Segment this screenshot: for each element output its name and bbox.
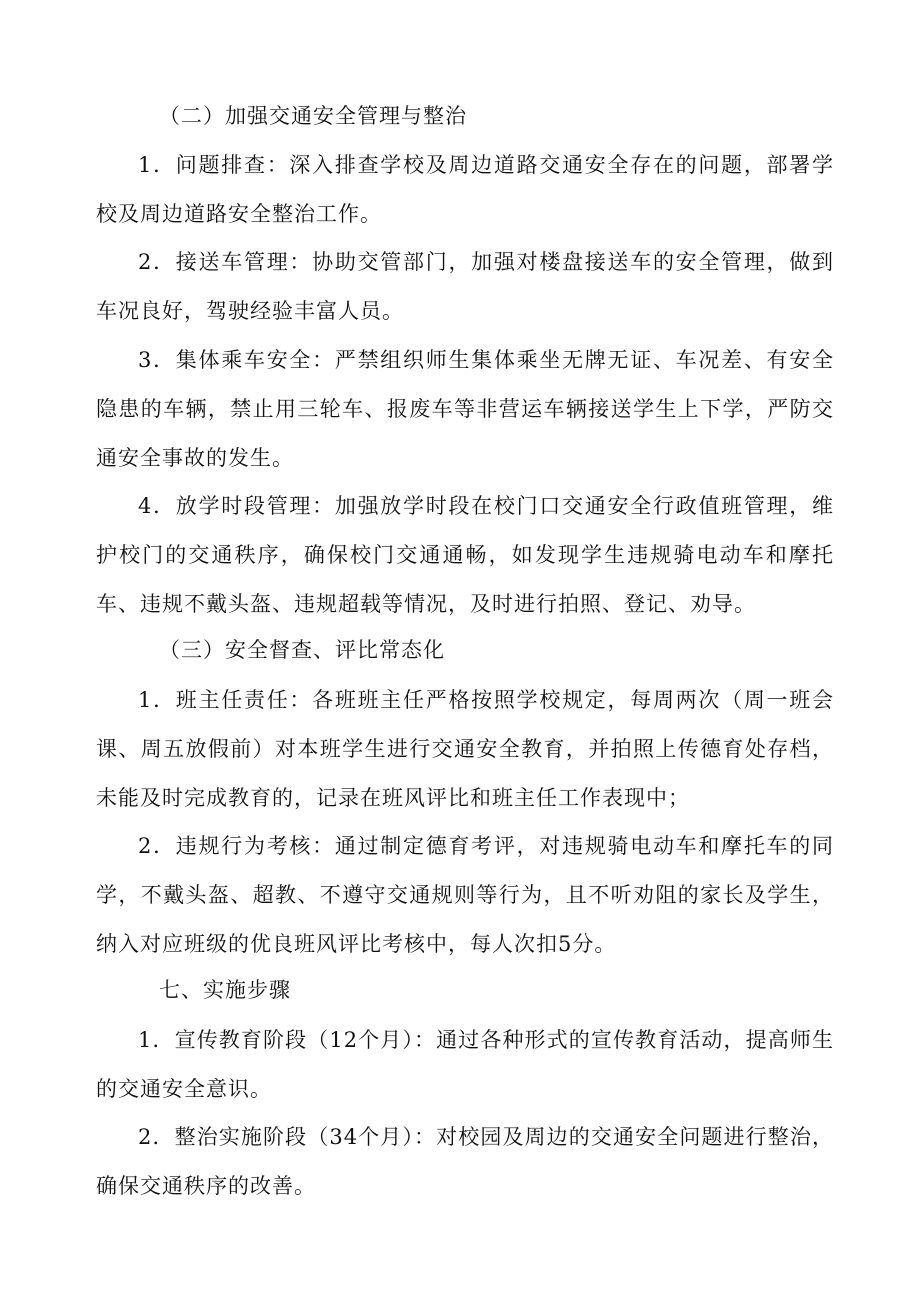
paragraph-violation-assessment: 2．违规行为考核：通过制定德育考评，对违规骑电动车和摩托车的同学，不戴头盔、超教、不遵守交通规则等行为，且不听劝阻的家长及学生，纳入对应班级的优良班风评比考核中，每人次扣5分。 <box>96 834 834 956</box>
paragraph-education-phase: 1．宣传教育阶段（12个月）：通过各种形式的宣传教育活动，提高师生的交通安全意识。 <box>96 1028 834 1101</box>
paragraph-group-ride-safety: 3．集体乘车安全：严禁组织师生集体乘坐无牌无证、车况差、有安全隐患的车辆，禁止用三轮车、报废车等非营运车辆接送学生上下学，严防交通安全事故的发生。 <box>96 348 834 470</box>
section-heading-3: （三）安全督查、评比常态化 <box>159 638 445 662</box>
section-heading-7: 七、实施步骤 <box>159 978 291 1002</box>
paragraph-shuttle-management: 2．接送车管理：协助交管部门，加强对楼盘接送车的安全管理，做到车况良好，驾驶经验丰富人员。 <box>96 250 834 323</box>
section-heading-2: （二）加强交通安全管理与整治 <box>159 104 467 128</box>
paragraph-class-teacher-duty: 1．班主任责任：各班班主任严格按照学校规定，每周两次（周一班会课、周五放假前）对本班学生进行交通安全教育，并拍照上传德育处存档，未能及时完成教育的，记录在班风评比和班主任工作表现中； <box>96 688 834 810</box>
paragraph-problem-check: 1．问题排查：深入排查学校及周边道路交通安全存在的问题，部署学校及周边道路安全整治工作。 <box>96 153 834 226</box>
paragraph-dismissal-management: 4．放学时段管理：加强放学时段在校门口交通安全行政值班管理，维护校门的交通秩序，确保校门交通通畅，如发现学生违规骑电动车和摩托车、违规不戴头盔、违规超载等情况，及时进行拍照、登记、劝导。 <box>96 494 834 616</box>
paragraph-rectification-phase: 2．整治实施阶段（34个月）：对校园及周边的交通安全问题进行整治，确保交通秩序的改善。 <box>96 1125 834 1198</box>
